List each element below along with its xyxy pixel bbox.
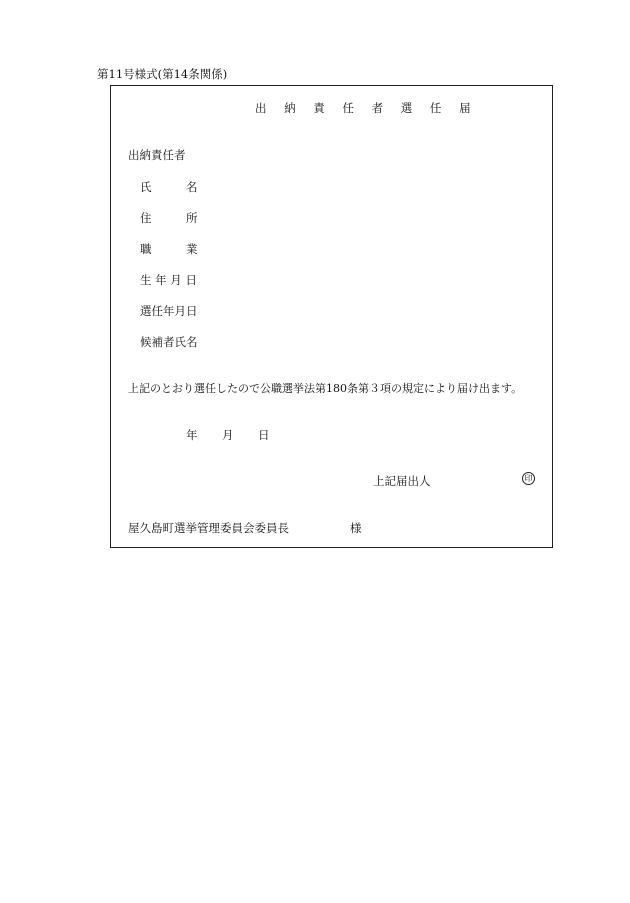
section-label: 出納責任者 — [128, 148, 186, 162]
submitter-label: 上記届出人 — [373, 474, 431, 488]
field-birthdate-label: 生 年 月 日 — [140, 273, 197, 287]
field-occupation-label: 職 業 — [140, 242, 198, 256]
date-month: 月 — [222, 428, 234, 442]
addressee: 屋久島町選挙管理委員会委員長 — [128, 521, 289, 535]
date-day: 日 — [258, 428, 270, 442]
field-candidate-name-label: 候補者氏名 — [140, 335, 198, 349]
date-year: 年 — [186, 428, 198, 442]
honorific: 様 — [350, 521, 362, 535]
declaration-statement: 上記のとおり選任したので公職選挙法第180条第３項の規定により届け出ます。 — [128, 382, 523, 395]
document-title: 出 納 責 任 者 選 任 届 — [255, 101, 478, 115]
field-appointment-date-label: 選任年月日 — [140, 304, 198, 318]
field-name-label: 氏 名 — [140, 180, 198, 194]
field-address-label: 住 所 — [140, 211, 198, 225]
form-number-label: 第11号様式(第14条関係) — [97, 67, 228, 81]
seal-mark: 印 — [522, 472, 535, 485]
